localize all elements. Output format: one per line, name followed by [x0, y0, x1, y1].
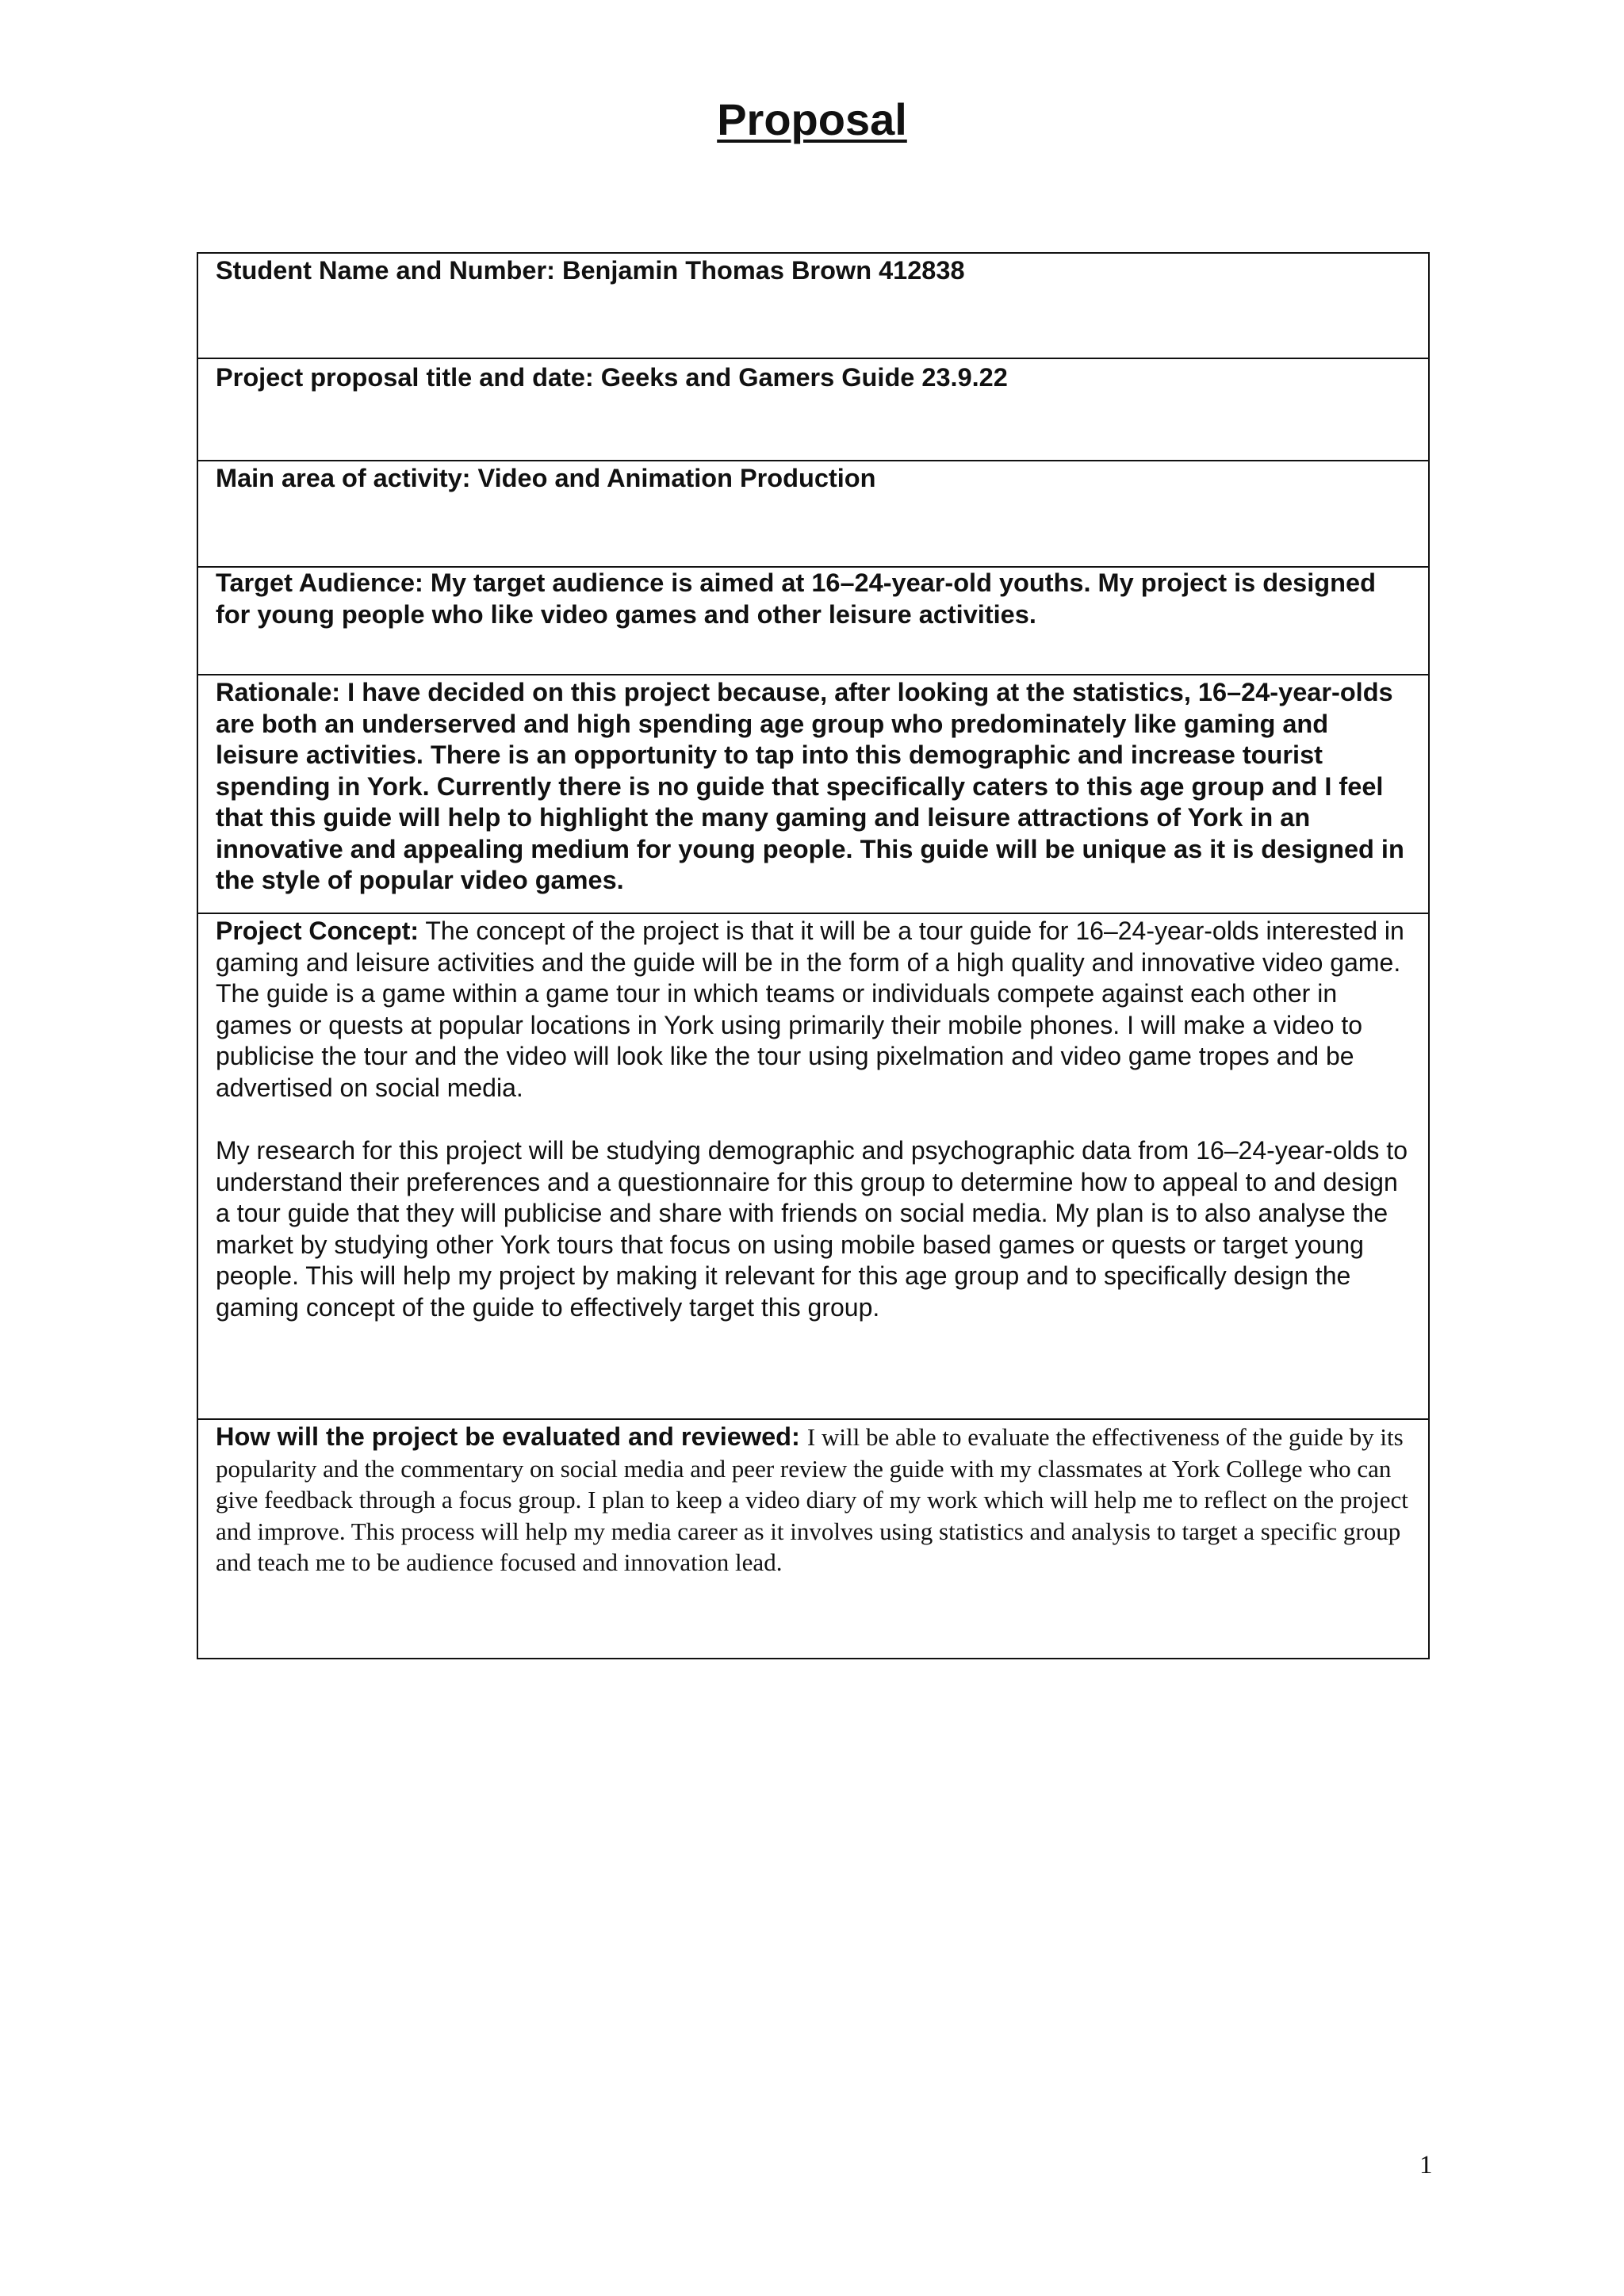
- activity-label: Main area of activity:: [216, 464, 471, 492]
- row-activity: [198, 461, 1428, 568]
- proposal-table: [197, 252, 1430, 1659]
- rationale-value: I have decided on this project because, after looking at the statistics, 16–24-year-olds are both an underserved and high spending age group who predominately like gaming and leisure activities. There is an opportunity to tap into this demographic and increase tourist spending in York. Currently there is no guide that specifically caters to this age group and I feel that this guide will help to highlight the many gaming and leisure attractions of York in an innovative and appealing medium for young people. This guide will be unique as it is designed in the style of popular video games.: [216, 678, 1404, 894]
- concept-paragraph-2: My research for this project will be studying demographic and psychographic data from 16–24-year-olds to understand their preferences and a questionnaire for this group to determine how to appeal to and design a tour guide that they will publicise and share with friends on social media. My plan is to also analyse the market by studying other York tours that focus on using mobile based games or quests or target young people. This will help my project by making it relevant for this age group and to specifically design the gaming concept of the guide to effectively target this group.: [216, 1136, 1408, 1322]
- concept-text-1: The concept of the project is that it will be a tour guide for 16–24-year-olds interested in gaming and leisure activities and the guide will be in the form of a high quality and innovative video game. The guide is a game within a game tour in which teams or individuals compete against each other in games or quests at popular locations in York using primarily their mobile phones. I will make a video to publicise the tour and the video will look like the tour using pixelmation and video game tropes and be advertised on social media.: [216, 916, 1404, 1102]
- concept-label: Project Concept:: [216, 916, 419, 945]
- concept-paragraph-1: [216, 916, 1409, 1104]
- student-value: Benjamin Thomas Brown 412838: [562, 256, 965, 285]
- evaluation-label: How will the project be evaluated and reviewed:: [216, 1422, 800, 1451]
- student-label: Student Name and Number:: [216, 256, 555, 285]
- row-audience: [198, 568, 1428, 675]
- row-student: [198, 254, 1428, 359]
- row-rationale: [198, 675, 1428, 914]
- row-concept: [198, 914, 1428, 1420]
- row-evaluation: [198, 1420, 1428, 1658]
- page-title: Proposal: [717, 94, 907, 144]
- page-number: 1: [1419, 2151, 1433, 2179]
- audience-value: My target audience is aimed at 16–24-year-old youths. My project is designed for young people who like video games and other leisure activities.: [216, 568, 1376, 629]
- activity-value: Video and Animation Production: [477, 464, 876, 492]
- title-date-value: Geeks and Gamers Guide 23.9.22: [600, 363, 1008, 392]
- row-title-date: [198, 359, 1428, 461]
- title-date-label: Project proposal title and date:: [216, 363, 594, 392]
- audience-label: Target Audience:: [216, 568, 423, 597]
- evaluation-value: I will be able to evaluate the effectiveness of the guide by its popularity and the commentary on social media and peer review the guide with my classmates at York College who can give feedback through a focus group. I plan to keep a video diary of my work which will help me to reflect on the project and improve. This process will help my media career as it involves using statistics and analysis to target a specific group and teach me to be audience focused and innovation lead.: [216, 1423, 1408, 1576]
- rationale-label: Rationale:: [216, 678, 341, 706]
